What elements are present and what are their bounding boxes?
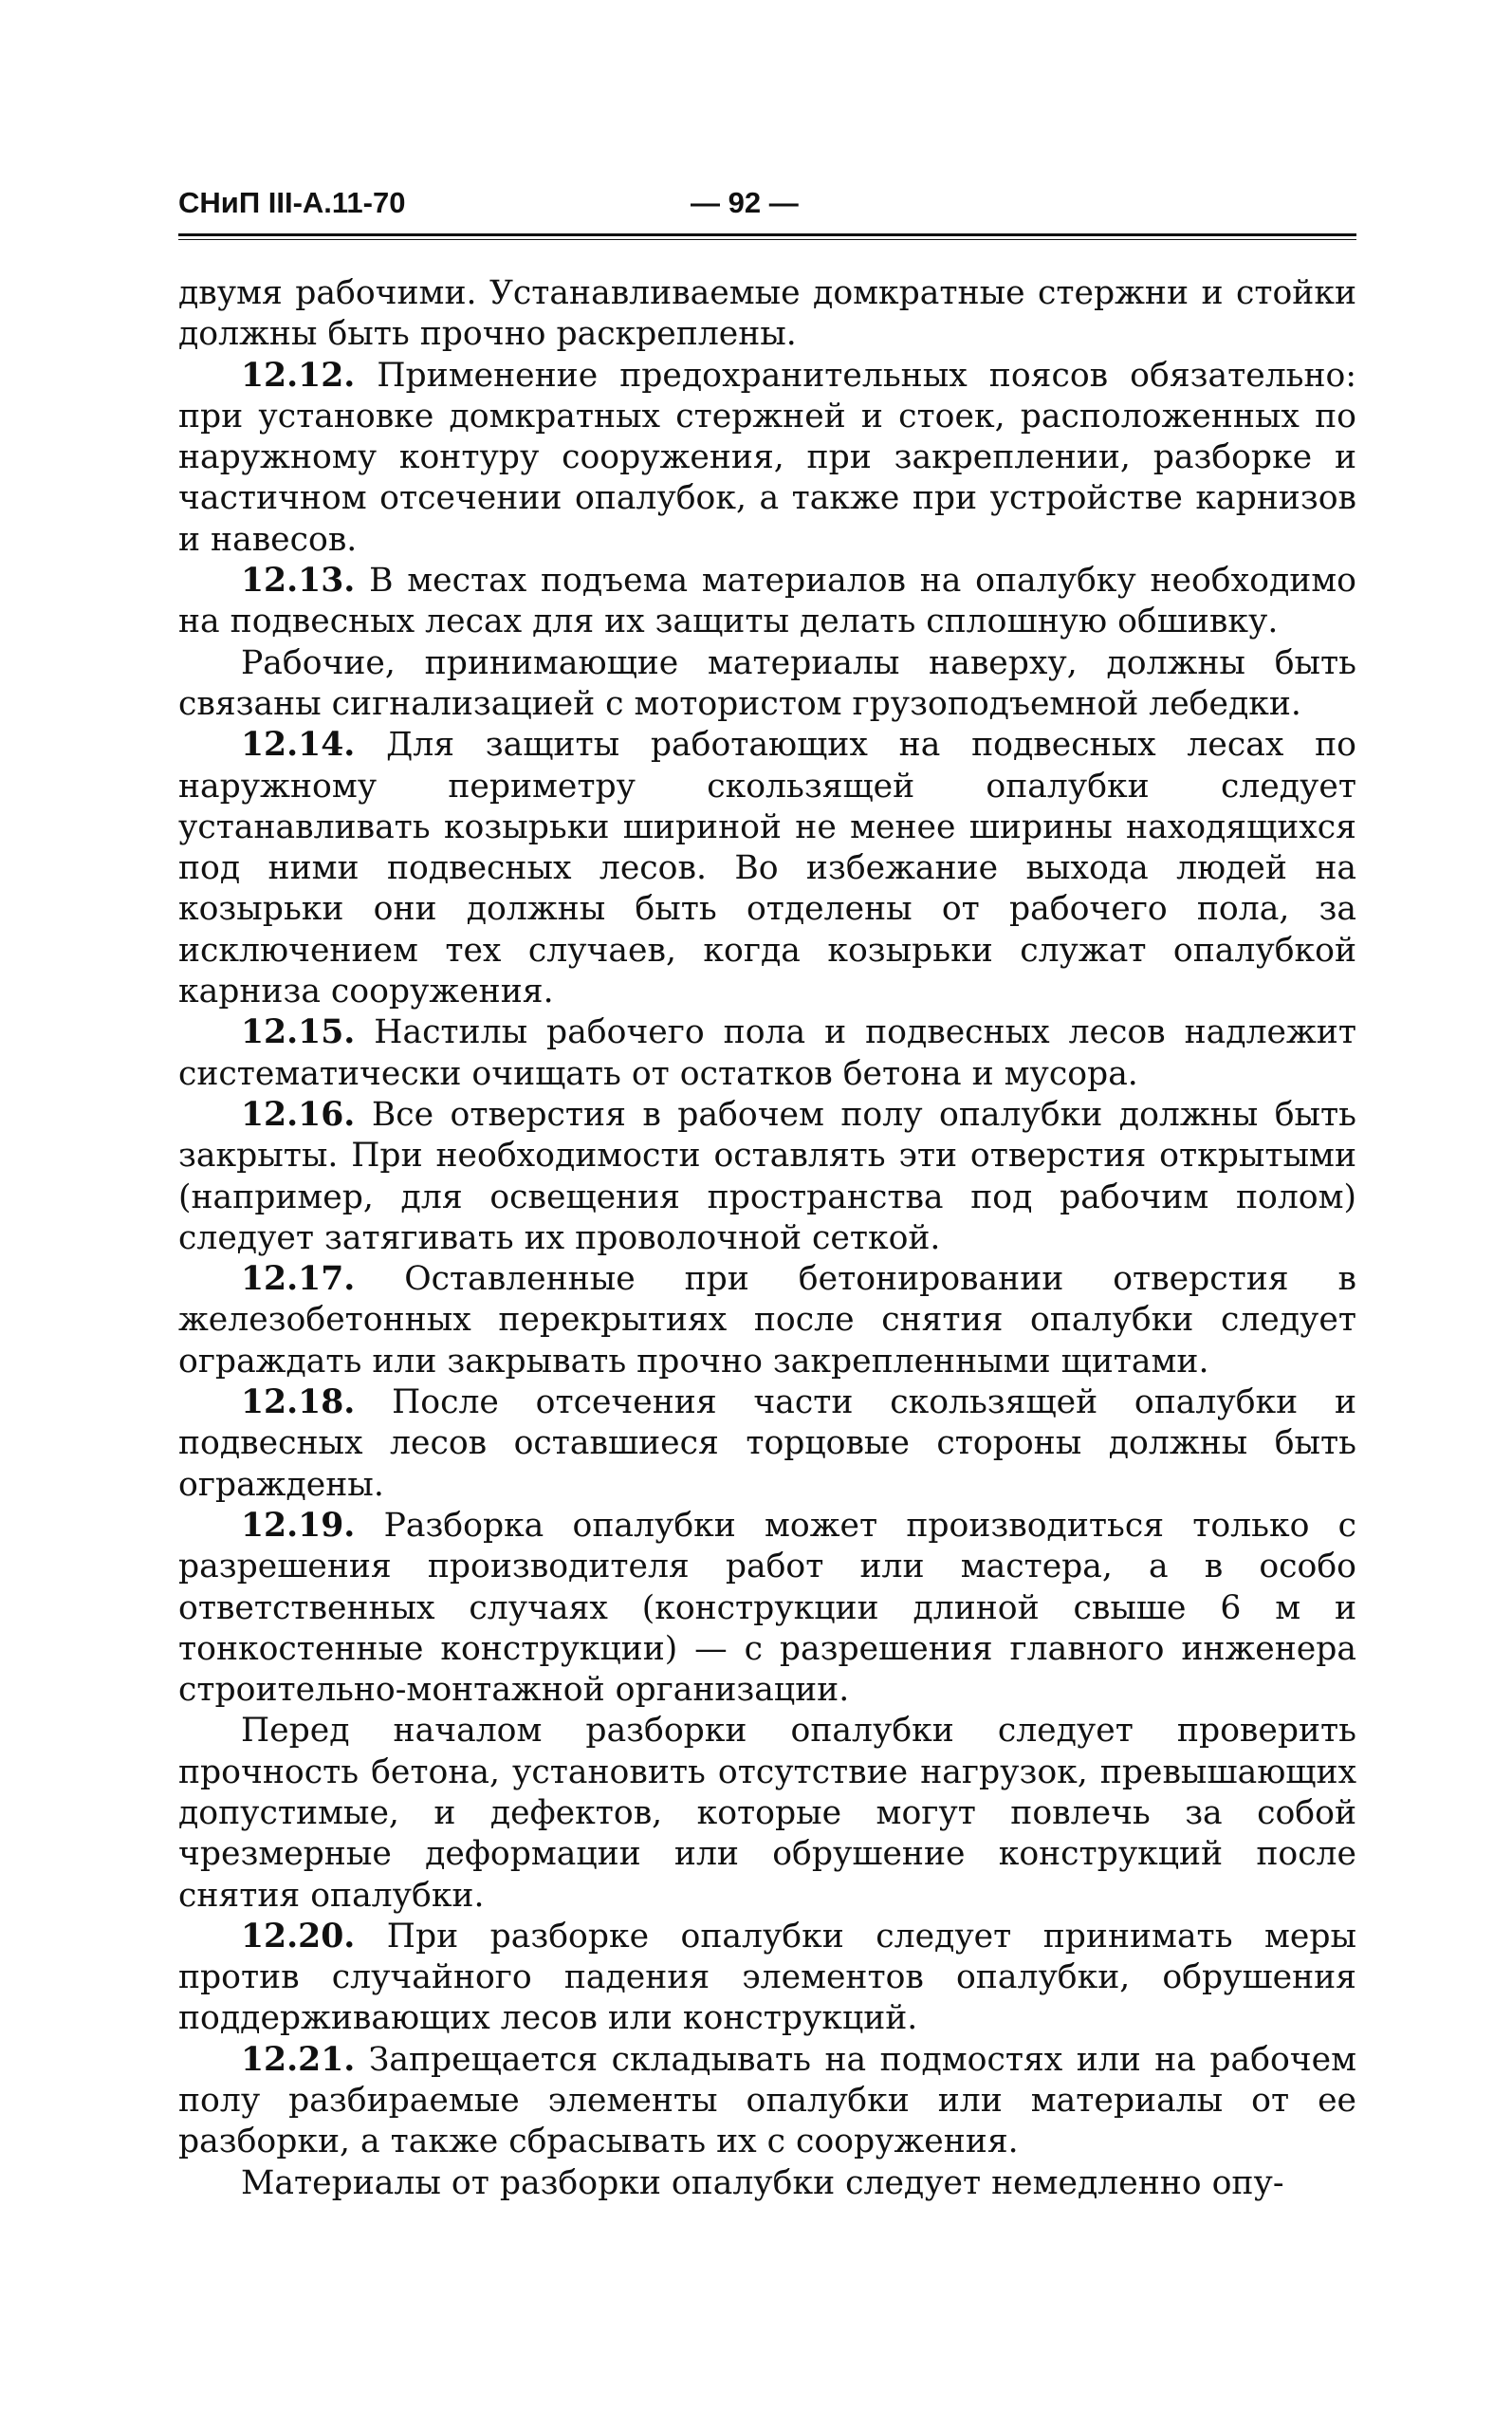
paragraph-text: При разборке опалубки следует принимать меры против случайного падения элементов опалубки, обрушения поддерживающих лесов или конструкций. bbox=[178, 1917, 1356, 2038]
header-rule bbox=[178, 233, 1356, 240]
page-number: — 92 — bbox=[691, 186, 799, 219]
paragraph-text: Запрещается складывать на подмостях или на рабочем полу разбираемые элементы опалубки или материалы от ее разборки, а также сбрасывать их с сооружения. bbox=[178, 2040, 1356, 2161]
clause-number: 12.15. bbox=[241, 1013, 356, 1052]
paragraph-text: Оставленные при бетонировании отверстия в железобетонных перекрытиях после снятия опалубки следует ограждать или закрывать прочно закрепленными щитами. bbox=[178, 1260, 1356, 1381]
paragraph-text: Материалы от разборки опалубки следует немедленно опу- bbox=[241, 2163, 1284, 2202]
clause-number: 12.16. bbox=[241, 1095, 356, 1134]
clause-number: 12.20. bbox=[241, 1917, 356, 1956]
paragraph-12-18 bbox=[178, 1382, 1356, 1506]
paragraph-text: После отсечения части скользящей опалубки и подвесных лесов оставшиеся торцовые стороны должны быть ограждены. bbox=[178, 1383, 1356, 1504]
paragraph-text: Рабочие, принимающие материалы наверху, должны быть связаны сигнализацией с мотористом грузоподъемной лебедки. bbox=[178, 643, 1356, 723]
paragraph-12-14 bbox=[178, 725, 1356, 1012]
clause-number: 12.13. bbox=[241, 562, 356, 601]
paragraph-12-21 bbox=[178, 2040, 1356, 2163]
paragraph bbox=[178, 1711, 1356, 1916]
clause-number: 12.14. bbox=[241, 726, 356, 765]
paragraph-text: В местах подъема материалов на опалубку необходимо на подвесных лесах для их защиты делать сплошную обшивку. bbox=[178, 562, 1356, 641]
paragraph-text: Применение предохранительных поясов обязательно: при установке домкратных стержней и стоек, расположенных по наружному контуру сооружения, при закреплении, разборке и частичном отсечении опалубок, а также при устройстве карнизов и навесов. bbox=[178, 356, 1357, 559]
clause-number: 12.18. bbox=[241, 1383, 356, 1422]
page-header bbox=[178, 186, 1356, 228]
paragraph-12-20 bbox=[178, 1917, 1356, 2040]
paragraph-text: Все отверстия в рабочем полу опалубки должны быть закрыты. При необходимости оставлять эти отверстия открытыми (например, для освещения пространства под рабочим полом) следует затягивать их проволочной сеткой. bbox=[178, 1095, 1356, 1257]
paragraph bbox=[178, 273, 1356, 356]
clause-number: 12.21. bbox=[241, 2040, 356, 2079]
paragraph-text: Для защиты работающих на подвесных лесах по наружному периметру скользящей опалубки следует устанавливать козырьки шириной не менее ширины находящихся под ними подвесных лесов. Во избежание выхода людей на козырьки они должны быть отделены от рабочего пола, за исключением тех случаев, когда козырьки служат опалубкой карниза сооружения. bbox=[178, 726, 1356, 1011]
clause-number: 12.17. bbox=[241, 1260, 356, 1299]
document-code: СНиП III-А.11-70 bbox=[178, 186, 406, 219]
paragraph bbox=[178, 2163, 1356, 2204]
paragraph-12-16 bbox=[178, 1095, 1356, 1259]
clause-number: 12.12. bbox=[241, 356, 356, 395]
paragraph-12-13 bbox=[178, 561, 1356, 643]
text-body bbox=[178, 273, 1356, 2204]
paragraph-12-19 bbox=[178, 1506, 1356, 1711]
paragraph-12-12 bbox=[178, 356, 1356, 561]
paragraph-text: Перед началом разборки опалубки следует проверить прочность бетона, установить отсутствие нагрузок, превышающих допустимые, и дефектов, которые могут повлечь за собой чрезмерные деформации или обрушение конструкций после снятия опалубки. bbox=[178, 1712, 1356, 1915]
paragraph-text: Разборка опалубки может производиться только с разрешения производителя работ или мастера, а в особо ответственных случаях (конструкции длиной свыше 6 м и тонкостенные конструкции) — с разрешения главного инженера строительно-монтажной организации. bbox=[178, 1506, 1356, 1710]
paragraph-12-15 bbox=[178, 1012, 1356, 1095]
paragraph-12-17 bbox=[178, 1259, 1356, 1382]
paragraph-text: Настилы рабочего пола и подвесных лесов надлежит систематически очищать от остатков бетона и мусора. bbox=[178, 1013, 1356, 1093]
clause-number: 12.19. bbox=[241, 1506, 356, 1545]
paragraph-text: двумя рабочими. Устанавливаемые домкратные стержни и стойки должны быть прочно раскреплены. bbox=[178, 274, 1356, 354]
paragraph bbox=[178, 643, 1356, 726]
